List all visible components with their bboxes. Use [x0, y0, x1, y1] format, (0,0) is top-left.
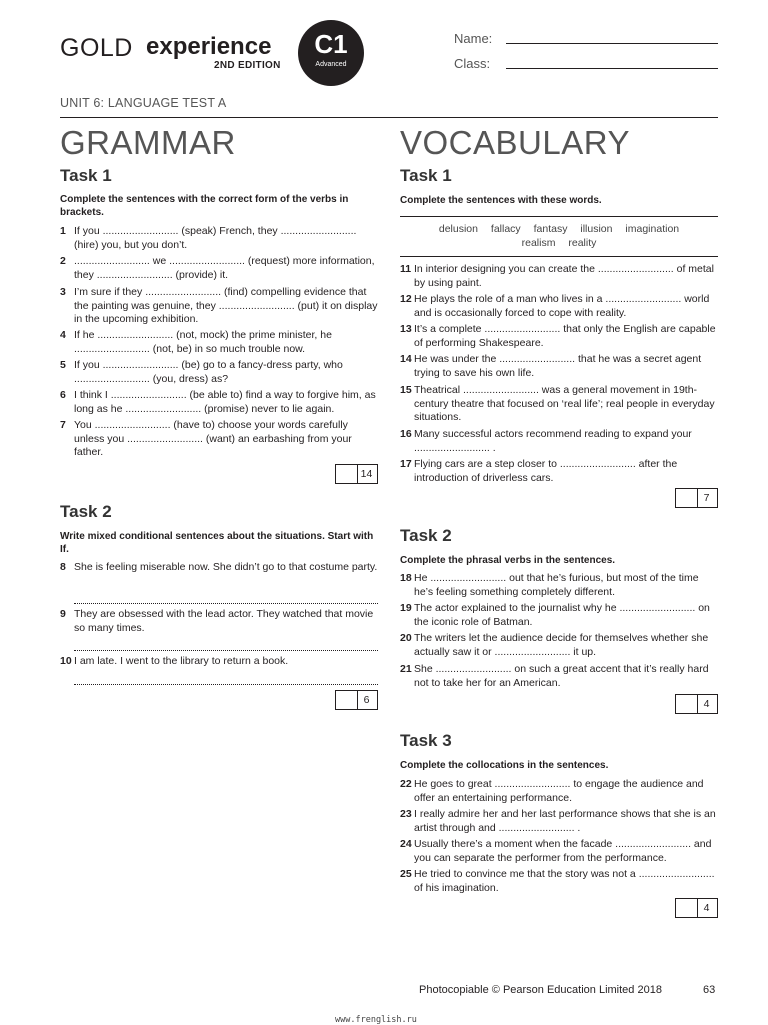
word-bank-item: illusion: [580, 223, 613, 235]
vocab-item-12: 12 He plays the role of a man who lives in a .......................... world and is occasionally forced to cope with reality.: [400, 293, 718, 320]
grammar-item-9: 9 They are obsessed with the lead actor. They watched that movie so many times.: [60, 608, 380, 635]
score-value: 4: [703, 902, 710, 914]
vocab-item-15: 15 Theatrical .......................... was a general movement in 19th-century theatre that focused on ‘real life’; real people in everyday situations.: [400, 384, 718, 425]
vocab-item-22: 22 He goes to great .......................... to engage the audience and offer an entertaining performance.: [400, 778, 718, 805]
word-bank-item: fallacy: [490, 223, 521, 235]
vocab-item-24: 24 Usually there’s a moment when the facade .......................... and you can separate the performer from the performance.: [400, 838, 718, 865]
grammar-item-8: 8 She is feeling miserable now. She didn’t go to that costume party.: [60, 561, 380, 575]
logo-edition: 2ND EDITION: [214, 60, 281, 71]
item-text[interactable]: She .......................... on such a great accent that it’s really hard not to take her for an American.: [414, 663, 709, 689]
grammar-heading: GRAMMAR: [60, 124, 236, 161]
score-value: 6: [363, 694, 370, 706]
vocab-task3-title: Task 3: [400, 731, 452, 750]
answer-line-9[interactable]: [74, 650, 378, 651]
vocab-item-25: 25 He tried to convince me that the story was not a .......................... of his imagination.: [400, 868, 718, 895]
grammar-item-4: 4 If he .......................... (not, mock) the prime minister, he .......................... (not, be) in so much trouble now.: [60, 329, 380, 356]
grammar-item-3: 3 I’m sure if they .......................... (find) compelling evidence that the painting was genuine, they .......................... (put) it on display in the upcoming exhibition.: [60, 286, 380, 327]
item-text[interactable]: Theatrical .......................... was a general movement in 19th-century theatre that focused on ‘real life’; real people in everyday situations.: [414, 384, 715, 423]
item-text[interactable]: He plays the role of a man who lives in a .......................... world and is occasionally forced to cope with reality.: [414, 293, 710, 319]
vocab-task2-score-box[interactable]: [675, 694, 718, 714]
vocab-item-20: 20 The writers let the audience decide for themselves whether she actually saw it or .......................... it up.: [400, 632, 718, 659]
grammar-item-1: 1 If you .......................... (speak) French, they .......................... (hire) you, but you don’t.: [60, 225, 380, 252]
item-text[interactable]: He was under the .......................... that he was a secret agent trying to save his own life.: [414, 353, 702, 379]
word-bank-item: delusion: [438, 223, 478, 235]
item-text: They are obsessed with the lead actor. They watched that movie so many times.: [74, 608, 374, 634]
item-text[interactable]: You .......................... (have to) choose your words carefully unless you .......................... (want) an earbashing from your father.: [74, 419, 352, 458]
item-text[interactable]: Flying cars are a step closer to .......................... after the introduction of driverless cars.: [414, 458, 678, 484]
grammar-task1-title: Task 1: [60, 166, 112, 185]
header-divider: [60, 117, 718, 118]
score-value: 7: [703, 492, 710, 504]
item-text[interactable]: If you .......................... (be) go to a fancy-dress party, who .......................... (you, dress) as?: [74, 359, 343, 385]
grammar-task1-instruction: Complete the sentences with the correct form of the verbs in brackets.: [60, 194, 349, 218]
vocab-task1-score-box[interactable]: [675, 488, 718, 508]
vocab-task2-instruction: Complete the phrasal verbs in the sentences.: [400, 555, 616, 566]
word-bank-row-2: [400, 237, 718, 249]
item-text[interactable]: If you .......................... (speak) French, they .......................... (hire) you, but you don’t.: [74, 225, 357, 251]
page-number: 63: [703, 984, 716, 996]
vocabulary-heading: VOCABULARY: [400, 124, 630, 161]
grammar-task1-score-box[interactable]: [335, 464, 378, 484]
item-text: I am late. I went to the library to return a book.: [74, 655, 289, 667]
vocab-task1-title: Task 1: [400, 166, 452, 185]
item-text[interactable]: I think I .......................... (be able to) find a way to forgive him, as long as he .......................... (promise) never to lie again.: [74, 389, 376, 415]
item-text: She is feeling miserable now. She didn’t go to that costume party.: [74, 561, 378, 573]
grammar-item-10: 10 I am late. I went to the library to return a book.: [60, 655, 380, 669]
item-text[interactable]: If he .......................... (not, mock) the prime minister, he .......................... (not, be) in so much trouble now.: [74, 329, 332, 355]
item-text[interactable]: He tried to convince me that the story was not a .......................... of his imagination.: [414, 868, 715, 894]
word-bank-row-1: [400, 223, 718, 235]
vocab-item-14: 14 He was under the .......................... that he was a secret agent trying to save his own life.: [400, 353, 718, 380]
item-text[interactable]: It’s a complete .......................... that only the English are capable of performing Shakespeare.: [414, 323, 716, 349]
logo-experience: experience: [146, 33, 272, 60]
answer-line-10[interactable]: [74, 684, 378, 685]
vocab-task2-title: Task 2: [400, 526, 452, 545]
grammar-item-5: 5 If you .......................... (be) go to a fancy-dress party, who .......................... (you, dress) as?: [60, 359, 380, 386]
vocab-task3-score-box[interactable]: [675, 898, 718, 918]
level-badge: [298, 20, 364, 86]
vocab-item-18: 18 He .......................... out that he’s furious, but most of the time he’s feeling something completely different.: [400, 572, 718, 599]
grammar-item-6: 6 I think I .......................... (be able to) find a way to forgive him, as long as he .......................... (promise) never to lie again.: [60, 389, 380, 416]
item-text[interactable]: He goes to great .......................... to engage the audience and offer an entertaining performance.: [414, 778, 704, 804]
item-text[interactable]: I really admire her and her last performance shows that she is an artist through and .......................... .: [414, 808, 716, 834]
vocab-task1-instruction: Complete the sentences with these words.: [400, 195, 602, 206]
item-text[interactable]: Many successful actors recommend reading to expand your .......................... .: [414, 428, 692, 454]
level-sub-label: Advanced: [315, 61, 347, 68]
copyright-text: Photocopiable © Pearson Education Limited 2018: [419, 984, 662, 996]
vocab-task3-instruction: Complete the collocations in the sentences.: [400, 760, 609, 771]
name-field[interactable]: [506, 43, 718, 44]
item-text[interactable]: Usually there’s a moment when the facade .......................... and you can separate the performer from the performance.: [414, 838, 712, 864]
grammar-item-7: 7 You .......................... (have to) choose your words carefully unless you .......................... (want) an earbashing from your father.: [60, 419, 380, 460]
item-text[interactable]: I’m sure if they .......................... (find) compelling evidence that the painting was genuine, they .......................... (put) it on display in the upcoming exhibition.: [74, 286, 378, 325]
item-text[interactable]: He .......................... out that he’s furious, but most of the time he’s feeling something completely different.: [414, 572, 699, 598]
grammar-item-2: 2 .......................... we .......................... (request) more information, they .......................... (provide) it.: [60, 255, 380, 282]
item-text[interactable]: The actor explained to the journalist why he .......................... on the iconic role of Batman.: [414, 602, 710, 628]
score-value: 4: [703, 698, 710, 710]
vocab-item-16: 16 Many successful actors recommend reading to expand your .......................... .: [400, 428, 718, 455]
word-bank-item: reality: [568, 237, 597, 249]
grammar-task2-instruction: Write mixed conditional sentences about the situations. Start with If.: [60, 531, 374, 555]
class-field[interactable]: [506, 68, 718, 69]
vocab-item-19: 19 The actor explained to the journalist why he .......................... on the iconic role of Batman.: [400, 602, 718, 629]
answer-line-8[interactable]: [74, 603, 378, 604]
item-text[interactable]: The writers let the audience decide for themselves whether she actually saw it or .......................... it up.: [414, 632, 709, 658]
grammar-task2-score-box[interactable]: [335, 690, 378, 710]
vocab-item-17: 17 Flying cars are a step closer to .......................... after the introduction of driverless cars.: [400, 458, 718, 485]
site-watermark: www.frenglish.ru: [335, 1015, 417, 1025]
level-label: C1: [314, 29, 348, 59]
word-bank-item: imagination: [625, 223, 680, 235]
name-label: Name:: [454, 31, 493, 46]
class-label: Class:: [454, 56, 491, 71]
word-bank-item: realism: [521, 237, 556, 249]
logo-gold: GOLD: [60, 34, 133, 62]
vocab-item-11: 11 In interior designing you can create the .......................... of metal by using paint.: [400, 263, 718, 290]
grammar-task2-title: Task 2: [60, 502, 112, 521]
word-box-bottom-rule: [400, 256, 718, 257]
vocab-item-13: 13 It’s a complete .......................... that only the English are capable of performing Shakespeare.: [400, 323, 718, 350]
item-text[interactable]: .......................... we .......................... (request) more information, they .......................... (provide) it.: [74, 255, 375, 281]
item-text[interactable]: In interior designing you can create the .......................... of metal by using paint.: [414, 263, 714, 289]
vocab-item-23: 23 I really admire her and her last performance shows that she is an artist through and .......................... .: [400, 808, 718, 835]
unit-title: UNIT 6: LANGUAGE TEST A: [60, 96, 227, 110]
word-box-top-rule: [400, 216, 718, 217]
vocab-item-21: 21 She .......................... on such a great accent that it’s really hard not to take her for an American.: [400, 663, 718, 690]
word-bank-item: fantasy: [533, 223, 568, 235]
score-value: 14: [360, 468, 373, 480]
